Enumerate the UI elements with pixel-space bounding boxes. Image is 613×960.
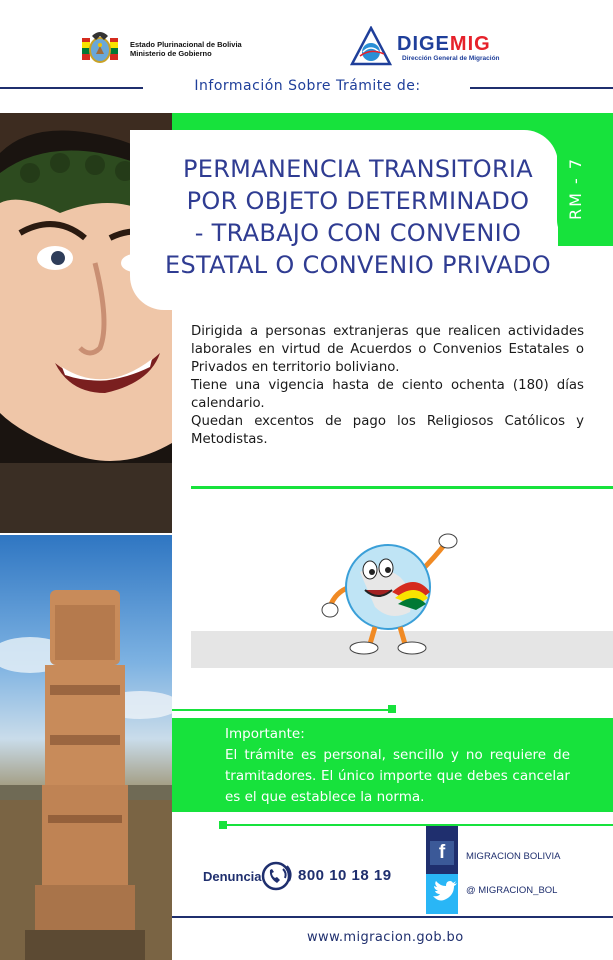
description-paragraph-1: Dirigida a personas extranjeras que realicen actividades laborales en virtud de Acuerdos o Convenios Estatales o Privados en territorio boliviano. [191,324,584,375]
brand-part-2: MIG [449,33,491,55]
procedure-title [160,153,556,281]
importante-text: El trámite es personal, sencillo y no requiere de tramitadores. El único importe que debes cancelar es el que establece la norma. [225,747,570,805]
title-line-2: POR OBJETO DETERMINADO [186,187,530,215]
facebook-letter: f [438,842,446,863]
phone-icon [261,861,295,891]
twitter-bird-icon [426,874,458,914]
divider-dot [388,705,396,713]
facebook-icon[interactable] [430,841,454,865]
footer-divider [172,916,613,918]
description-paragraph-2: Tiene una vigencia hasta de ciento ochenta (180) días calendario. [191,378,584,411]
denuncia-label: Denuncia [203,869,262,884]
monolith-illustration [0,535,172,960]
brand-part-1: DIGE [397,33,450,55]
header-divider-right [470,87,613,89]
title-line-4: ESTATAL O CONVENIO PRIVADO [165,251,551,279]
gov-line-2: Ministerio de Gobierno [130,49,212,58]
divider-line-importante [172,709,390,711]
twitter-label[interactable]: @ MIGRACION_BOL [466,885,558,896]
divider-line-contact [222,824,613,826]
title-line-3: - TRABAJO CON CONVENIO [194,219,522,247]
digemig-logo-icon [350,26,392,66]
procedure-description [191,323,584,449]
digemig-wordmark [397,33,491,56]
procedure-code: RM - 7 [566,156,585,220]
info-title: Información Sobre Trámite de: [194,78,421,94]
gov-line-1: Estado Plurinacional de Bolivia [130,40,242,49]
brand-subtitle: Dirección General de Migración [402,55,500,62]
government-label [130,40,242,58]
divider-dot-contact [219,821,227,829]
monolith-statue-photo [0,535,172,960]
hotline-number[interactable]: 800 10 18 19 [298,867,392,884]
globe-mascot-icon [320,532,465,657]
header-divider-left [0,87,143,89]
divider-line [191,486,613,489]
twitter-icon[interactable] [426,874,458,914]
bolivia-coat-of-arms-icon [78,28,122,68]
facebook-label[interactable]: MIGRACION BOLIVIA [466,851,561,862]
title-line-1: PERMANENCIA TRANSITORIA [182,155,534,183]
description-paragraph-3: Quedan excentos de pago los Religiosos Católicos y Metodistas. [191,414,584,447]
website-link[interactable]: www.migracion.gob.bo [307,930,464,945]
importante-title: Importante: [225,726,305,742]
